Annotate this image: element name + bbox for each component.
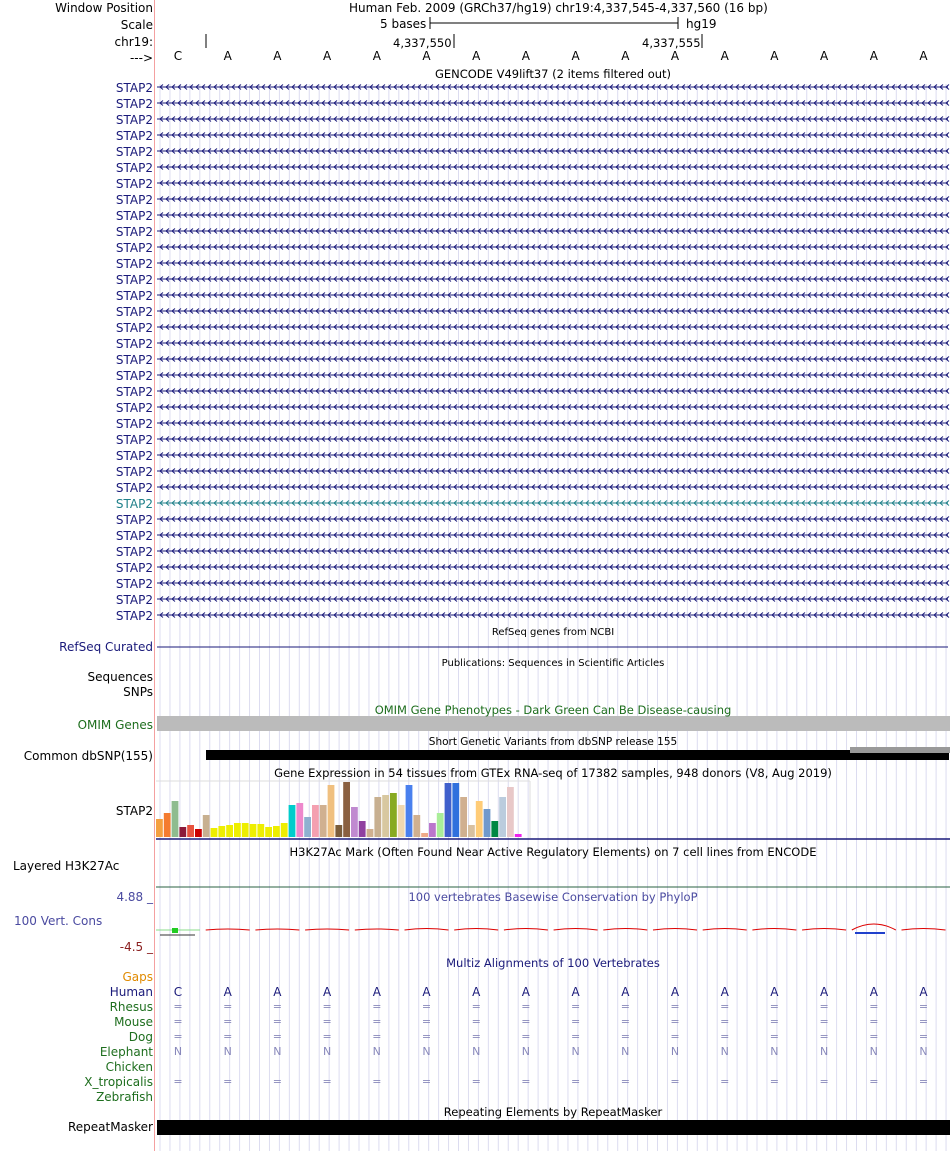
multiz-base: A	[472, 985, 481, 999]
gencode-gene-label[interactable]: STAP2	[115, 545, 153, 559]
dbsnp-label[interactable]: Common dbSNP(155)	[23, 749, 153, 763]
gencode-gene-label[interactable]: STAP2	[115, 81, 153, 95]
multiz-base: =	[570, 1000, 581, 1013]
gencode-gene-label[interactable]: STAP2	[115, 609, 153, 623]
multiz-base: =	[272, 1075, 282, 1088]
gtex-bar	[374, 797, 381, 837]
multiz-species-label[interactable]: Rhesus	[109, 1000, 153, 1014]
gtex-bar	[413, 815, 420, 837]
gencode-gene-label[interactable]: STAP2	[115, 401, 153, 415]
gtex-bar	[257, 824, 264, 837]
gtex-bar	[265, 827, 272, 837]
phylop-title[interactable]: 100 vertebrates Basewise Conservation by PhyloP	[408, 890, 698, 904]
phylop-signal	[653, 929, 697, 931]
sequence-base: A	[223, 49, 232, 63]
gencode-gene-label[interactable]: STAP2	[115, 305, 153, 319]
gtex-bar	[429, 823, 436, 837]
track-divider	[154, 0, 155, 1151]
scale-label: Scale	[120, 18, 153, 32]
phylop-signal	[206, 929, 250, 930]
multiz-species-label[interactable]: Human	[109, 985, 153, 999]
multiz-base: C	[173, 985, 183, 999]
dbsnp-title[interactable]: Short Genetic Variants from dbSNP release 155	[428, 736, 678, 748]
multiz-base: =	[471, 1030, 481, 1043]
multiz-base: =	[173, 1075, 183, 1088]
multiz-base: =	[869, 1000, 879, 1013]
phylop-signal	[852, 924, 896, 930]
gtex-bar	[179, 827, 186, 837]
multiz-base: =	[670, 1000, 680, 1013]
multiz-base: =	[869, 1030, 879, 1043]
gencode-gene-label[interactable]: STAP2	[115, 449, 153, 463]
multiz-base: =	[421, 1030, 432, 1043]
sequence-base: A	[621, 49, 630, 63]
multiz-base: =	[918, 1075, 929, 1088]
gencode-gene-label[interactable]: STAP2	[115, 321, 153, 335]
omim-bar	[157, 716, 950, 731]
multiz-base: N	[223, 1045, 232, 1058]
multiz-base: A	[720, 985, 729, 999]
scale-text: 5 bases	[380, 17, 427, 31]
multiz-base: =	[322, 1015, 332, 1028]
gencode-gene-label[interactable]: STAP2	[115, 97, 153, 111]
phylop-min: -4.5 _	[119, 940, 153, 954]
multiz-base: =	[173, 1030, 183, 1043]
chrom-label: chr19:	[114, 35, 153, 49]
multiz-base: =	[670, 1075, 680, 1088]
multiz-species-label[interactable]: X_tropicalis	[84, 1075, 153, 1089]
phylop-signal	[703, 929, 747, 931]
multiz-base: =	[322, 1030, 332, 1043]
gtex-bar	[445, 783, 452, 837]
multiz-base: =	[869, 1015, 879, 1028]
sequence-base: A	[422, 49, 431, 63]
multiz-base: =	[521, 1015, 531, 1028]
gtex-bar	[382, 795, 389, 837]
refseq-label[interactable]: RefSeq Curated	[59, 640, 153, 654]
gencode-gene-label[interactable]: STAP2	[115, 241, 153, 255]
h3k27ac-title[interactable]: H3K27Ac Mark (Often Found Near Active Regulatory Elements) on 7 cell lines from ENCODE	[289, 845, 817, 859]
gtex-bar	[234, 823, 241, 837]
multiz-base: A	[770, 985, 779, 999]
multiz-base: N	[770, 1045, 779, 1058]
multiz-base: N	[521, 1045, 530, 1058]
gtex-bar	[211, 828, 218, 837]
multiz-gaps-label[interactable]: Gaps	[122, 970, 153, 984]
multiz-base: A	[621, 985, 630, 999]
sequence-base: A	[273, 49, 282, 63]
gtex-bar	[367, 829, 374, 837]
multiz-base: =	[173, 1000, 183, 1013]
multiz-base: =	[272, 1030, 282, 1043]
sequence-base: A	[670, 49, 680, 63]
multiz-base: =	[918, 1015, 929, 1028]
gencode-gene-label[interactable]: STAP2	[115, 353, 153, 367]
gtex-bar	[452, 783, 459, 837]
multiz-base: A	[869, 985, 878, 999]
gencode-gene-label[interactable]: STAP2	[115, 513, 153, 527]
gtex-bar	[273, 826, 280, 837]
gtex-bar	[437, 813, 444, 837]
multiz-base: A	[521, 985, 530, 999]
gtex-bar	[195, 829, 202, 837]
omim-title[interactable]: OMIM Gene Phenotypes - Dark Green Can Be Disease-causing	[374, 703, 732, 717]
gtex-bar	[468, 825, 475, 837]
multiz-base: =	[322, 1075, 332, 1088]
dbsnp-bar	[206, 750, 949, 760]
multiz-base: =	[819, 1075, 829, 1088]
sequence-base: A	[521, 49, 530, 63]
gtex-bar	[515, 834, 522, 837]
sequence-base: A	[571, 49, 580, 63]
sequence-base: C	[173, 49, 183, 63]
gtex-bar	[250, 824, 257, 837]
multiz-species-label[interactable]: Elephant	[99, 1045, 153, 1059]
multiz-base: N	[819, 1045, 829, 1058]
publications-label-sequences[interactable]: Sequences	[87, 670, 153, 684]
phylop-signal	[305, 929, 349, 930]
gencode-gene-label[interactable]: STAP2	[115, 417, 153, 431]
sequence-base: A	[472, 49, 481, 63]
phylop-signal	[752, 929, 796, 931]
multiz-base: =	[720, 1030, 730, 1043]
gtex-bar	[491, 821, 498, 837]
multiz-base: A	[322, 985, 332, 999]
multiz-base: =	[620, 1030, 630, 1043]
multiz-base: =	[769, 1015, 779, 1028]
multiz-base: =	[769, 1000, 779, 1013]
sequence-base: A	[869, 49, 878, 63]
multiz-base: =	[272, 1000, 282, 1013]
phylop-mark	[172, 928, 178, 933]
gencode-gene-label[interactable]: STAP2	[115, 113, 153, 127]
gtex-bar	[421, 833, 428, 837]
multiz-base: =	[570, 1030, 581, 1043]
phylop-label[interactable]: 100 Vert. Cons	[14, 914, 103, 928]
multiz-base: =	[769, 1075, 779, 1088]
gtex-bar	[226, 825, 233, 837]
gtex-bar	[218, 826, 225, 837]
multiz-base: A	[422, 985, 431, 999]
multiz-base: N	[422, 1045, 431, 1058]
gencode-gene-label[interactable]: STAP2	[115, 433, 153, 447]
assembly-title: Human Feb. 2009 (GRCh37/hg19) chr19:4,337,545-4,337,560 (16 bp)	[349, 1, 768, 15]
multiz-base: N	[273, 1045, 282, 1058]
multiz-base: A	[670, 985, 680, 999]
multiz-base: =	[223, 1000, 233, 1013]
phylop-signal	[902, 929, 946, 931]
gencode-gene-label[interactable]: STAP2	[115, 385, 153, 399]
multiz-base: A	[571, 985, 580, 999]
gtex-bar	[335, 825, 342, 837]
multiz-base: N	[173, 1045, 183, 1058]
multiz-base: =	[869, 1075, 879, 1088]
gtex-label[interactable]: STAP2	[115, 804, 153, 818]
multiz-base: =	[918, 1030, 929, 1043]
gencode-gene-label[interactable]: STAP2	[115, 145, 153, 159]
gencode-gene-label[interactable]: STAP2	[115, 257, 153, 271]
gtex-bar	[484, 809, 491, 837]
multiz-base: =	[670, 1030, 680, 1043]
gencode-gene-label[interactable]: STAP2	[115, 129, 153, 143]
multiz-species-label[interactable]: Zebrafish	[96, 1090, 153, 1104]
multiz-base: =	[372, 1000, 382, 1013]
multiz-base: =	[570, 1015, 581, 1028]
multiz-base: =	[620, 1015, 630, 1028]
multiz-base: =	[372, 1015, 382, 1028]
multiz-base: =	[173, 1015, 183, 1028]
phylop-signal	[802, 929, 846, 931]
scale-db: hg19	[686, 17, 717, 31]
multiz-base: N	[372, 1045, 381, 1058]
gtex-bar	[406, 785, 413, 837]
repeatmasker-label[interactable]: RepeatMasker	[67, 1120, 153, 1134]
phylop-mark	[855, 932, 885, 934]
phylop-signal	[554, 929, 598, 931]
strand-label: --->	[129, 51, 153, 65]
gtex-bar	[328, 785, 335, 837]
gtex-bar	[187, 825, 194, 837]
publications-label-snps[interactable]: SNPs	[123, 685, 153, 699]
multiz-species-label[interactable]: Dog	[128, 1030, 153, 1044]
gencode-gene-label[interactable]: STAP2	[115, 465, 153, 479]
multiz-base: N	[919, 1045, 928, 1058]
gtex-bar	[242, 823, 249, 837]
multiz-base: A	[273, 985, 282, 999]
gencode-gene-label[interactable]: STAP2	[115, 337, 153, 351]
phylop-signal	[255, 929, 299, 930]
multiz-base: =	[471, 1075, 481, 1088]
repeatmasker-title[interactable]: Repeating Elements by RepeatMasker	[443, 1105, 663, 1119]
multiz-base: =	[521, 1000, 531, 1013]
multiz-base: =	[223, 1075, 233, 1088]
multiz-base: A	[223, 985, 232, 999]
gencode-gene-label[interactable]: STAP2	[115, 289, 153, 303]
phylop-signal	[504, 929, 548, 931]
gtex-bar	[398, 805, 405, 837]
multiz-base: =	[720, 1075, 730, 1088]
position-1: 4,337,550	[393, 36, 452, 50]
phylop-signal	[603, 929, 647, 931]
multiz-base: =	[471, 1000, 481, 1013]
multiz-base: =	[769, 1030, 779, 1043]
multiz-base: A	[919, 985, 928, 999]
multiz-base: N	[670, 1045, 680, 1058]
multiz-species-label[interactable]: Mouse	[114, 1015, 153, 1029]
multiz-base: =	[223, 1030, 233, 1043]
gencode-gene-label[interactable]: STAP2	[115, 193, 153, 207]
multiz-base: N	[621, 1045, 630, 1058]
multiz-base: =	[272, 1015, 282, 1028]
phylop-max: 4.88 _	[116, 890, 153, 904]
gtex-bar	[289, 805, 296, 837]
multiz-base: =	[372, 1030, 382, 1043]
sequence-base: A	[919, 49, 928, 63]
gtex-bar	[156, 819, 163, 837]
multiz-base: N	[322, 1045, 332, 1058]
gtex-bar	[343, 782, 350, 837]
gtex-bar	[203, 815, 210, 837]
sequence-base: A	[819, 49, 829, 63]
phylop-signal	[454, 929, 498, 931]
window-position-label: Window Position	[55, 1, 153, 15]
gtex-bar	[172, 801, 179, 837]
gtex-bar	[390, 793, 397, 837]
sequence-base: A	[720, 49, 729, 63]
sequence-base: A	[322, 49, 332, 63]
multiz-base: =	[620, 1075, 630, 1088]
multiz-base: =	[570, 1075, 581, 1088]
multiz-base: =	[819, 1030, 829, 1043]
gtex-bar	[476, 801, 483, 837]
phylop-signal	[405, 929, 449, 931]
multiz-base: =	[819, 1000, 829, 1013]
multiz-base: =	[521, 1030, 531, 1043]
multiz-base: =	[720, 1000, 730, 1013]
multiz-title[interactable]: Multiz Alignments of 100 Vertebrates	[446, 956, 660, 970]
multiz-base: A	[819, 985, 829, 999]
gencode-gene-label[interactable]: STAP2	[115, 369, 153, 383]
gtex-bar	[164, 813, 171, 837]
sequence-base: A	[770, 49, 779, 63]
gtex-bar	[281, 823, 288, 837]
multiz-base: =	[819, 1015, 829, 1028]
h3k27ac-label[interactable]: Layered H3K27Ac	[13, 859, 120, 873]
position-2: 4,337,555	[642, 36, 701, 50]
omim-label[interactable]: OMIM Genes	[77, 718, 153, 732]
multiz-base: =	[372, 1075, 382, 1088]
multiz-base: =	[471, 1015, 481, 1028]
gencode-gene-label[interactable]: STAP2	[115, 209, 153, 223]
sequence-base: A	[372, 49, 381, 63]
multiz-base: N	[720, 1045, 729, 1058]
multiz-base: =	[421, 1015, 432, 1028]
multiz-base: N	[571, 1045, 580, 1058]
multiz-base: =	[521, 1075, 531, 1088]
multiz-base: =	[670, 1015, 680, 1028]
multiz-base: =	[620, 1000, 630, 1013]
gtex-bar	[359, 821, 366, 837]
gencode-gene-label[interactable]: STAP2	[115, 481, 153, 495]
publications-title[interactable]: Publications: Sequences in Scientific Articles	[441, 658, 665, 669]
gencode-gene-label[interactable]: STAP2	[115, 273, 153, 287]
gtex-bar	[312, 805, 319, 837]
gencode-gene-label[interactable]: STAP2	[115, 177, 153, 191]
repeatmasker-bar	[157, 1120, 950, 1135]
multiz-base: =	[720, 1015, 730, 1028]
gencode-gene-label[interactable]: STAP2	[115, 561, 153, 575]
multiz-species-label[interactable]: Chicken	[105, 1060, 153, 1074]
multiz-base: =	[918, 1000, 929, 1013]
gtex-bar	[499, 797, 506, 837]
gencode-gene-label[interactable]: STAP2	[115, 593, 153, 607]
gtex-bar	[507, 787, 514, 837]
gtex-bar	[351, 807, 358, 837]
gencode-gene-label[interactable]: STAP2	[115, 577, 153, 591]
gencode-gene-label[interactable]: STAP2	[115, 225, 153, 239]
phylop-signal	[355, 929, 399, 930]
multiz-base: N	[472, 1045, 481, 1058]
gtex-bar	[296, 803, 303, 837]
multiz-base: A	[372, 985, 381, 999]
gencode-gene-label[interactable]: STAP2	[115, 529, 153, 543]
multiz-base: =	[421, 1075, 432, 1088]
refseq-title[interactable]: RefSeq genes from NCBI	[491, 627, 615, 638]
gtex-bar	[460, 797, 467, 837]
multiz-base: =	[223, 1015, 233, 1028]
gtex-bar	[304, 817, 311, 837]
gencode-gene-label[interactable]: STAP2	[115, 497, 153, 511]
multiz-base: N	[869, 1045, 878, 1058]
gencode-gene-label[interactable]: STAP2	[115, 161, 153, 175]
gtex-title[interactable]: Gene Expression in 54 tissues from GTEx RNA-seq of 17382 samples, 948 donors (V8, Aug 2019)	[274, 766, 832, 780]
gencode-title[interactable]: GENCODE V49lift37 (2 items filtered out)	[434, 67, 672, 81]
multiz-base: =	[421, 1000, 432, 1013]
gtex-bar	[320, 805, 327, 837]
multiz-base: =	[322, 1000, 332, 1013]
